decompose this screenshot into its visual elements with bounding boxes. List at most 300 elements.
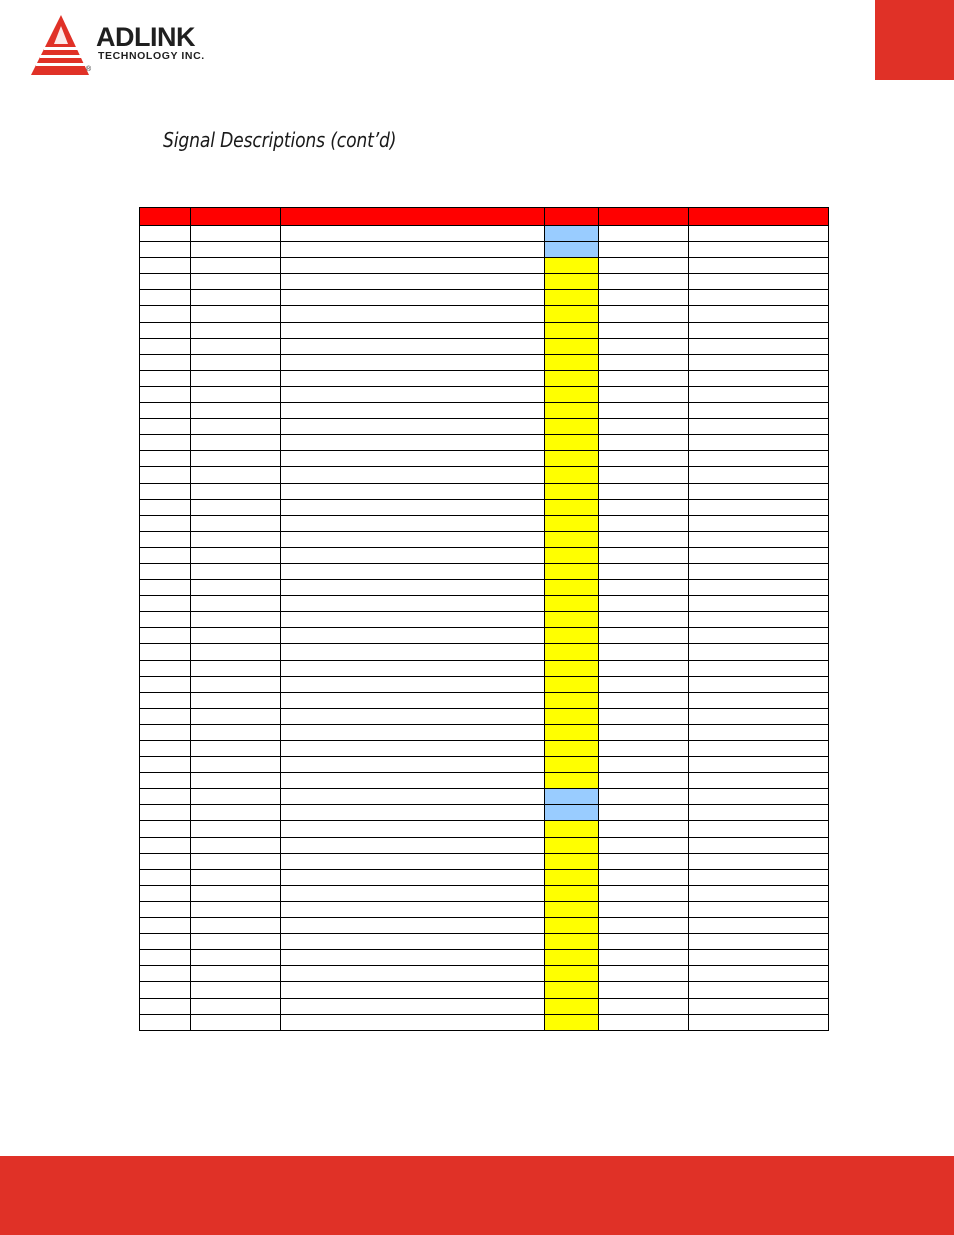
table-cell bbox=[281, 982, 545, 998]
table-row bbox=[140, 290, 829, 306]
table-cell bbox=[191, 966, 281, 982]
table-cell bbox=[689, 692, 829, 708]
table-cell bbox=[545, 580, 599, 596]
table-cell bbox=[689, 853, 829, 869]
table-cell bbox=[140, 306, 191, 322]
table-cell bbox=[599, 982, 689, 998]
table-cell bbox=[689, 660, 829, 676]
table-cell bbox=[140, 805, 191, 821]
registered-mark: ® bbox=[86, 66, 92, 73]
table-cell bbox=[191, 451, 281, 467]
table-cell bbox=[689, 869, 829, 885]
section-title: Signal Descriptions (cont’d) bbox=[163, 128, 397, 152]
table-cell bbox=[281, 531, 545, 547]
table-cell bbox=[191, 274, 281, 290]
table-row bbox=[140, 644, 829, 660]
table-cell bbox=[281, 338, 545, 354]
table-row bbox=[140, 853, 829, 869]
table-cell bbox=[545, 419, 599, 435]
table-cell bbox=[599, 628, 689, 644]
table-row bbox=[140, 950, 829, 966]
table-cell bbox=[140, 998, 191, 1014]
table-cell bbox=[689, 789, 829, 805]
table-row bbox=[140, 338, 829, 354]
pyramid-icon bbox=[28, 14, 92, 78]
table-cell bbox=[599, 226, 689, 242]
table-cell bbox=[281, 386, 545, 402]
table-cell bbox=[281, 757, 545, 773]
table-cell bbox=[140, 853, 191, 869]
table-cell bbox=[140, 918, 191, 934]
table-cell bbox=[140, 274, 191, 290]
table-row bbox=[140, 982, 829, 998]
table-cell bbox=[140, 531, 191, 547]
table-cell bbox=[191, 708, 281, 724]
table-cell bbox=[281, 499, 545, 515]
table-cell bbox=[689, 386, 829, 402]
table-cell bbox=[545, 837, 599, 853]
table-row bbox=[140, 354, 829, 370]
table-cell bbox=[599, 998, 689, 1014]
table-cell bbox=[689, 242, 829, 258]
column-header bbox=[689, 208, 829, 226]
table-cell bbox=[599, 773, 689, 789]
table-row bbox=[140, 547, 829, 563]
table-cell bbox=[191, 805, 281, 821]
table-cell bbox=[689, 451, 829, 467]
table-cell bbox=[140, 596, 191, 612]
table-cell bbox=[191, 226, 281, 242]
table-cell bbox=[281, 596, 545, 612]
table-cell bbox=[140, 370, 191, 386]
column-header bbox=[281, 208, 545, 226]
table-cell bbox=[281, 934, 545, 950]
table-cell bbox=[599, 467, 689, 483]
table-cell bbox=[191, 563, 281, 579]
table-cell bbox=[545, 435, 599, 451]
table-cell bbox=[545, 853, 599, 869]
table-cell bbox=[281, 692, 545, 708]
table-cell bbox=[599, 853, 689, 869]
table-row bbox=[140, 805, 829, 821]
table-cell bbox=[545, 660, 599, 676]
table-row bbox=[140, 837, 829, 853]
table-cell bbox=[689, 885, 829, 901]
table-cell bbox=[281, 998, 545, 1014]
table-cell bbox=[281, 370, 545, 386]
table-cell bbox=[140, 644, 191, 660]
table-cell bbox=[599, 451, 689, 467]
table-cell bbox=[545, 306, 599, 322]
table-cell bbox=[281, 918, 545, 934]
table-cell bbox=[281, 612, 545, 628]
table-cell bbox=[191, 837, 281, 853]
table-cell bbox=[545, 628, 599, 644]
table-row bbox=[140, 451, 829, 467]
table-cell bbox=[140, 499, 191, 515]
table-cell bbox=[689, 612, 829, 628]
table-cell bbox=[191, 483, 281, 499]
table-cell bbox=[545, 885, 599, 901]
table-cell bbox=[140, 386, 191, 402]
table-cell bbox=[545, 934, 599, 950]
table-cell bbox=[599, 403, 689, 419]
table-cell bbox=[191, 692, 281, 708]
table-cell bbox=[545, 563, 599, 579]
table-cell bbox=[140, 563, 191, 579]
adlink-logo bbox=[28, 14, 238, 80]
table-cell bbox=[689, 901, 829, 917]
table-cell bbox=[545, 950, 599, 966]
table-cell bbox=[689, 563, 829, 579]
table-cell bbox=[140, 242, 191, 258]
table-cell bbox=[140, 821, 191, 837]
table-cell bbox=[281, 869, 545, 885]
table-cell bbox=[140, 869, 191, 885]
table-cell bbox=[599, 885, 689, 901]
table-cell bbox=[599, 596, 689, 612]
table-cell bbox=[599, 306, 689, 322]
table-cell bbox=[599, 563, 689, 579]
table-cell bbox=[140, 934, 191, 950]
table-row bbox=[140, 966, 829, 982]
table-cell bbox=[140, 226, 191, 242]
table-cell bbox=[191, 869, 281, 885]
table-cell bbox=[689, 837, 829, 853]
table-cell bbox=[689, 322, 829, 338]
table-cell bbox=[191, 306, 281, 322]
table-row bbox=[140, 370, 829, 386]
table-cell bbox=[689, 403, 829, 419]
column-header bbox=[545, 208, 599, 226]
table-cell bbox=[599, 580, 689, 596]
table-cell bbox=[140, 724, 191, 740]
table-cell bbox=[689, 499, 829, 515]
table-row bbox=[140, 708, 829, 724]
table-cell bbox=[689, 676, 829, 692]
table-cell bbox=[281, 483, 545, 499]
table-cell bbox=[191, 370, 281, 386]
table-cell bbox=[689, 306, 829, 322]
table-cell bbox=[599, 1014, 689, 1030]
table-cell bbox=[545, 386, 599, 402]
table-cell bbox=[281, 306, 545, 322]
table-cell bbox=[140, 338, 191, 354]
table-cell bbox=[599, 708, 689, 724]
table-row bbox=[140, 918, 829, 934]
table-cell bbox=[689, 628, 829, 644]
table-cell bbox=[599, 386, 689, 402]
table-cell bbox=[191, 950, 281, 966]
table-cell bbox=[599, 274, 689, 290]
table-row bbox=[140, 515, 829, 531]
table-cell bbox=[281, 837, 545, 853]
table-cell bbox=[140, 901, 191, 917]
table-cell bbox=[545, 290, 599, 306]
table-cell bbox=[689, 274, 829, 290]
table-cell bbox=[140, 757, 191, 773]
table-cell bbox=[599, 918, 689, 934]
table-row bbox=[140, 757, 829, 773]
table-header-row bbox=[140, 208, 829, 226]
table-cell bbox=[191, 773, 281, 789]
table-cell bbox=[191, 757, 281, 773]
table-cell bbox=[281, 821, 545, 837]
table-cell bbox=[281, 660, 545, 676]
table-cell bbox=[140, 612, 191, 628]
table-cell bbox=[689, 708, 829, 724]
table-cell bbox=[689, 354, 829, 370]
table-cell bbox=[689, 918, 829, 934]
table-cell bbox=[140, 1014, 191, 1030]
table-cell bbox=[140, 692, 191, 708]
table-row bbox=[140, 885, 829, 901]
table-cell bbox=[545, 741, 599, 757]
table-cell bbox=[191, 628, 281, 644]
table-cell bbox=[599, 354, 689, 370]
table-cell bbox=[191, 467, 281, 483]
table-row bbox=[140, 435, 829, 451]
table-cell bbox=[689, 515, 829, 531]
table-cell bbox=[599, 322, 689, 338]
table-cell bbox=[140, 290, 191, 306]
table-cell bbox=[545, 451, 599, 467]
table-cell bbox=[689, 596, 829, 612]
table-cell bbox=[599, 612, 689, 628]
table-cell bbox=[191, 789, 281, 805]
table-cell bbox=[281, 789, 545, 805]
table-cell bbox=[545, 322, 599, 338]
table-cell bbox=[191, 547, 281, 563]
table-cell bbox=[599, 821, 689, 837]
table-cell bbox=[191, 885, 281, 901]
table-cell bbox=[140, 467, 191, 483]
table-row bbox=[140, 821, 829, 837]
table-cell bbox=[599, 435, 689, 451]
table-cell bbox=[545, 773, 599, 789]
corner-tab bbox=[875, 0, 954, 80]
table-cell bbox=[281, 885, 545, 901]
table-cell bbox=[281, 515, 545, 531]
table-cell bbox=[191, 918, 281, 934]
table-cell bbox=[281, 644, 545, 660]
table-cell bbox=[599, 934, 689, 950]
table-cell bbox=[281, 258, 545, 274]
table-cell bbox=[689, 258, 829, 274]
table-cell bbox=[689, 290, 829, 306]
table-cell bbox=[599, 419, 689, 435]
table-cell bbox=[281, 773, 545, 789]
table-cell bbox=[191, 419, 281, 435]
table-cell bbox=[140, 322, 191, 338]
table-cell bbox=[545, 966, 599, 982]
table-row bbox=[140, 580, 829, 596]
table-row bbox=[140, 467, 829, 483]
table-cell bbox=[545, 547, 599, 563]
table-cell bbox=[140, 580, 191, 596]
table-cell bbox=[689, 1014, 829, 1030]
table-cell bbox=[545, 403, 599, 419]
table-cell bbox=[281, 1014, 545, 1030]
table-cell bbox=[191, 580, 281, 596]
table-cell bbox=[599, 644, 689, 660]
table-row bbox=[140, 934, 829, 950]
table-cell bbox=[281, 853, 545, 869]
table-cell bbox=[140, 950, 191, 966]
table-cell bbox=[545, 982, 599, 998]
table-cell bbox=[140, 773, 191, 789]
brand-name: ADLINK bbox=[96, 22, 195, 52]
table-cell bbox=[140, 982, 191, 998]
table-cell bbox=[140, 419, 191, 435]
table-cell bbox=[599, 515, 689, 531]
table-cell bbox=[599, 531, 689, 547]
footer-band bbox=[0, 1156, 954, 1235]
table-cell bbox=[545, 998, 599, 1014]
table-row bbox=[140, 258, 829, 274]
table-row bbox=[140, 660, 829, 676]
signal-table bbox=[139, 207, 829, 1031]
table-cell bbox=[545, 869, 599, 885]
table-cell bbox=[689, 370, 829, 386]
table-cell bbox=[191, 741, 281, 757]
table-cell bbox=[545, 274, 599, 290]
table-cell bbox=[140, 451, 191, 467]
table-cell bbox=[140, 354, 191, 370]
table-cell bbox=[281, 467, 545, 483]
table-cell bbox=[689, 724, 829, 740]
table-cell bbox=[545, 531, 599, 547]
table-cell bbox=[545, 757, 599, 773]
table-cell bbox=[545, 1014, 599, 1030]
table-cell bbox=[689, 338, 829, 354]
table-cell bbox=[191, 515, 281, 531]
table-cell bbox=[599, 338, 689, 354]
table-row bbox=[140, 724, 829, 740]
table-cell bbox=[689, 435, 829, 451]
table-cell bbox=[689, 531, 829, 547]
table-cell bbox=[281, 451, 545, 467]
table-cell bbox=[140, 741, 191, 757]
table-cell bbox=[191, 435, 281, 451]
table-cell bbox=[281, 676, 545, 692]
table-cell bbox=[545, 789, 599, 805]
table-cell bbox=[281, 322, 545, 338]
table-cell bbox=[191, 242, 281, 258]
table-cell bbox=[689, 805, 829, 821]
table-cell bbox=[281, 950, 545, 966]
column-header bbox=[191, 208, 281, 226]
table-cell bbox=[140, 483, 191, 499]
table-cell bbox=[281, 419, 545, 435]
table-row bbox=[140, 483, 829, 499]
table-cell bbox=[545, 242, 599, 258]
brand-subtitle: TECHNOLOGY INC. bbox=[98, 50, 205, 62]
table-cell bbox=[140, 837, 191, 853]
table-cell bbox=[191, 644, 281, 660]
table-cell bbox=[545, 483, 599, 499]
table-row bbox=[140, 1014, 829, 1030]
table-cell bbox=[545, 724, 599, 740]
table-cell bbox=[281, 354, 545, 370]
table-cell bbox=[140, 435, 191, 451]
table-cell bbox=[689, 982, 829, 998]
table-cell bbox=[140, 708, 191, 724]
table-cell bbox=[545, 644, 599, 660]
table-cell bbox=[545, 708, 599, 724]
table-cell bbox=[599, 805, 689, 821]
table-cell bbox=[599, 242, 689, 258]
table-row bbox=[140, 403, 829, 419]
table-cell bbox=[689, 580, 829, 596]
table-cell bbox=[281, 724, 545, 740]
table-cell bbox=[281, 741, 545, 757]
table-cell bbox=[689, 741, 829, 757]
table-cell bbox=[689, 934, 829, 950]
table-cell bbox=[191, 934, 281, 950]
table-row bbox=[140, 612, 829, 628]
table-row bbox=[140, 419, 829, 435]
table-row bbox=[140, 789, 829, 805]
table-cell bbox=[191, 258, 281, 274]
table-cell bbox=[191, 982, 281, 998]
table-cell bbox=[191, 1014, 281, 1030]
table-cell bbox=[545, 805, 599, 821]
table-cell bbox=[281, 403, 545, 419]
table-row bbox=[140, 692, 829, 708]
table-cell bbox=[689, 950, 829, 966]
table-row bbox=[140, 901, 829, 917]
table-cell bbox=[545, 918, 599, 934]
column-header bbox=[140, 208, 191, 226]
table-cell bbox=[281, 226, 545, 242]
table-row bbox=[140, 274, 829, 290]
table-cell bbox=[281, 563, 545, 579]
table-cell bbox=[545, 901, 599, 917]
table-cell bbox=[689, 773, 829, 789]
table-cell bbox=[599, 692, 689, 708]
table-cell bbox=[140, 789, 191, 805]
table-cell bbox=[191, 531, 281, 547]
table-cell bbox=[599, 950, 689, 966]
table-cell bbox=[140, 628, 191, 644]
table-cell bbox=[140, 403, 191, 419]
table-cell bbox=[545, 338, 599, 354]
table-cell bbox=[140, 515, 191, 531]
table-cell bbox=[191, 724, 281, 740]
table-cell bbox=[281, 242, 545, 258]
table-cell bbox=[191, 660, 281, 676]
table-cell bbox=[140, 966, 191, 982]
table-cell bbox=[599, 741, 689, 757]
table-cell bbox=[545, 258, 599, 274]
table-row bbox=[140, 563, 829, 579]
table-cell bbox=[281, 290, 545, 306]
table-cell bbox=[545, 596, 599, 612]
table-cell bbox=[599, 676, 689, 692]
table-cell bbox=[599, 837, 689, 853]
table-cell bbox=[545, 467, 599, 483]
table-cell bbox=[689, 998, 829, 1014]
table-cell bbox=[140, 258, 191, 274]
table-cell bbox=[689, 467, 829, 483]
table-row bbox=[140, 596, 829, 612]
table-cell bbox=[599, 547, 689, 563]
table-cell bbox=[545, 499, 599, 515]
table-cell bbox=[140, 547, 191, 563]
table-cell bbox=[281, 628, 545, 644]
table-row bbox=[140, 226, 829, 242]
